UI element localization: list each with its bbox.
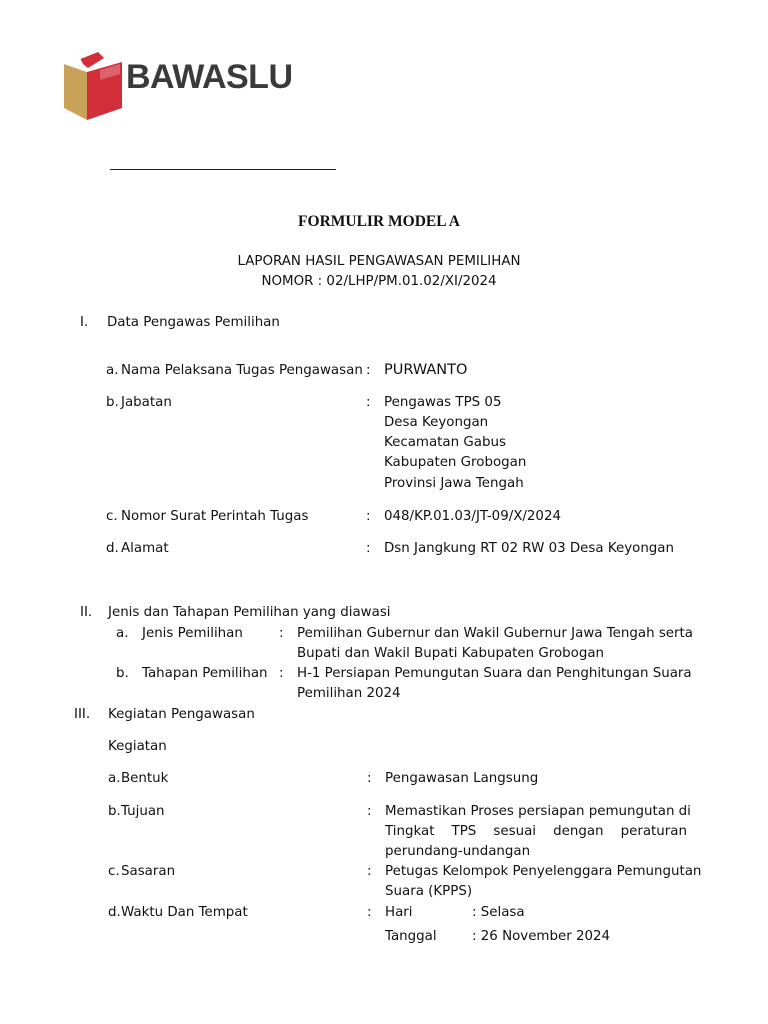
s1d-colon: : xyxy=(366,541,371,556)
s3c-colon: : xyxy=(367,864,372,879)
s1d-value: Dsn Jangkung RT 02 RW 03 Desa Keyongan xyxy=(384,541,674,556)
section3-number: III. xyxy=(74,707,91,722)
s3c-label: Sasaran xyxy=(121,864,176,879)
s3b-line3: perundang-undangan xyxy=(385,844,531,859)
section1-heading: Data Pengawas Pemilihan xyxy=(107,315,280,330)
hari-label: Hari xyxy=(385,905,413,920)
logo-gold-face xyxy=(64,64,87,120)
s1b-line: Desa Keyongan xyxy=(384,415,489,430)
s1d-letter: d. xyxy=(106,541,119,556)
s3d-label: Waktu Dan Tempat xyxy=(121,905,248,920)
s2b-letter: b. xyxy=(116,666,129,681)
s1c-label: Nomor Surat Perintah Tugas xyxy=(121,509,309,524)
s3b-line2: Tingkat TPS sesuai dengan peraturan xyxy=(385,824,687,839)
s1a-letter: a. xyxy=(106,363,119,378)
s1b-line: Provinsi Jawa Tengah xyxy=(384,476,524,491)
s2a-line2: Bupati dan Wakil Bupati Kabupaten Grobogan xyxy=(297,646,605,661)
s2a-label: Jenis Pemilihan xyxy=(142,626,243,641)
s1a-colon: : xyxy=(366,363,371,378)
s1b-line: Pengawas TPS 05 xyxy=(384,395,502,410)
s3d-letter: d. xyxy=(108,905,121,920)
bawaslu-logo xyxy=(60,50,126,128)
s2b-line2: Pemilihan 2024 xyxy=(297,686,401,701)
s2b-colon: : xyxy=(279,666,284,681)
section2-number: II. xyxy=(80,605,93,620)
s1d-label: Alamat xyxy=(121,541,169,556)
s1c-colon: : xyxy=(366,509,371,524)
s1a-value: PURWANTO xyxy=(384,362,468,378)
s2a-colon: : xyxy=(279,626,284,641)
s3a-label: Bentuk xyxy=(121,771,169,786)
s1b-label: Jabatan xyxy=(121,395,172,410)
s3b-letter: b. xyxy=(108,804,121,819)
s3a-letter: a. xyxy=(108,771,121,786)
section3-subheading: Kegiatan xyxy=(108,739,167,754)
report-subtitle: LAPORAN HASIL PENGAWASAN PEMILIHAN xyxy=(237,254,521,269)
s3c-line1: Petugas Kelompok Penyelenggara Pemungutan xyxy=(385,864,702,879)
hari-value: : Selasa xyxy=(472,905,525,920)
s2a-line1: Pemilihan Gubernur dan Wakil Gubernur Jawa Tengah serta xyxy=(297,626,694,641)
s2a-letter: a. xyxy=(116,626,129,641)
s1b-letter: b. xyxy=(106,395,119,410)
s3b-line1: Memastikan Proses persiapan pemungutan di xyxy=(385,804,691,819)
s3c-letter: c. xyxy=(108,864,120,879)
s2b-label: Tahapan Pemilihan xyxy=(142,666,268,681)
s1c-letter: c. xyxy=(106,509,118,524)
s3a-value: Pengawasan Langsung xyxy=(385,771,539,786)
tanggal-label: Tanggal xyxy=(385,929,437,944)
s1b-line: Kecamatan Gabus xyxy=(384,435,506,450)
s1c-value: 048/KP.01.03/JT-09/X/2024 xyxy=(384,509,561,524)
signature-line xyxy=(110,169,336,170)
section2-heading: Jenis dan Tahapan Pemilihan yang diawasi xyxy=(108,605,391,620)
section3-heading: Kegiatan Pengawasan xyxy=(108,707,255,722)
s2b-line1: H-1 Persiapan Pemungutan Suara dan Penghitungan Suara xyxy=(297,666,692,681)
s1b-line: Kabupaten Grobogan xyxy=(384,455,527,470)
report-number: NOMOR : 02/LHP/PM.01.02/XI/2024 xyxy=(261,274,497,289)
s3d-colon: : xyxy=(367,905,372,920)
s1b-colon: : xyxy=(366,395,371,410)
s3b-colon: : xyxy=(367,804,372,819)
s3a-colon: : xyxy=(367,771,372,786)
s3c-line2: Suara (KPPS) xyxy=(385,884,473,899)
section1-number: I. xyxy=(80,315,89,330)
s3b-label: Tujuan xyxy=(121,804,165,819)
s1a-label: Nama Pelaksana Tugas Pengawasan xyxy=(121,363,363,378)
tanggal-value: : 26 November 2024 xyxy=(472,929,611,944)
form-title: FORMULIR MODEL A xyxy=(298,213,460,230)
brand-name: BAWASLU xyxy=(126,58,293,96)
